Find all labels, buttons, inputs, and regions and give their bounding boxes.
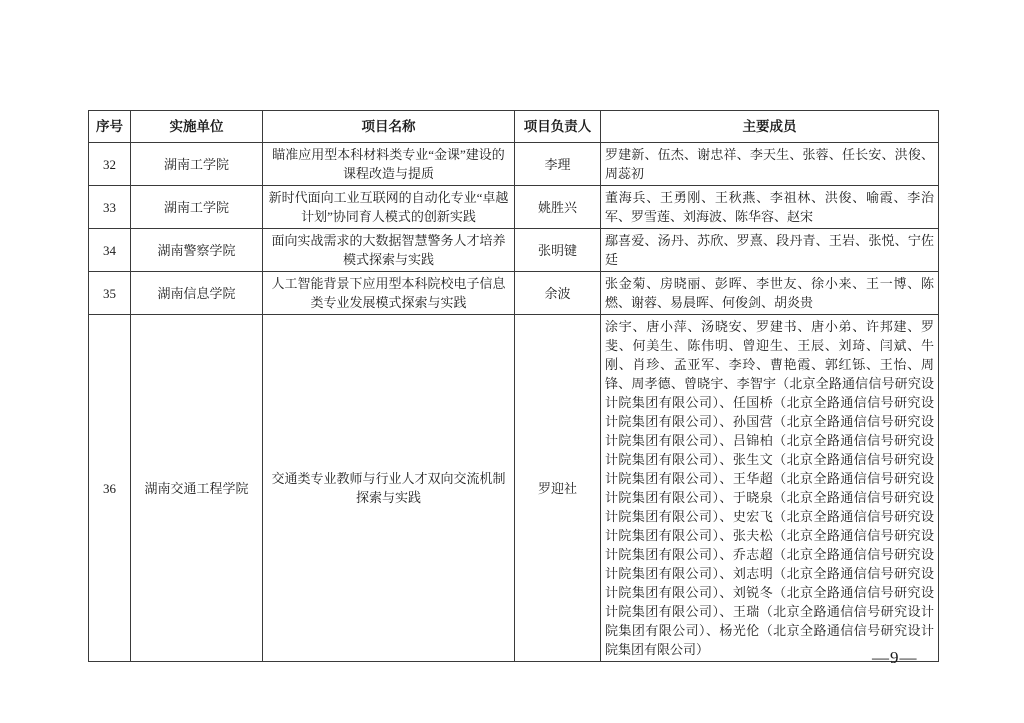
cell-project-leader: 张明键 xyxy=(515,229,601,272)
table-row xyxy=(89,315,939,662)
cell-implementing-unit: 湖南警察学院 xyxy=(131,229,263,272)
cell-project-leader: 罗迎社 xyxy=(515,315,601,662)
cell-project-name: 瞄准应用型本科材料类专业“金课”建设的课程改造与提质 xyxy=(263,143,515,186)
table-row xyxy=(89,272,939,315)
cell-serial-number: 36 xyxy=(89,315,131,662)
table-row xyxy=(89,143,939,186)
cell-implementing-unit: 湖南信息学院 xyxy=(131,272,263,315)
cell-project-name: 新时代面向工业互联网的自动化专业“卓越计划”协同育人模式的创新实践 xyxy=(263,186,515,229)
cell-serial-number: 35 xyxy=(89,272,131,315)
header-project-name: 项目名称 xyxy=(263,111,515,143)
cell-project-name: 交通类专业教师与行业人才双向交流机制探索与实践 xyxy=(263,315,515,662)
table-row xyxy=(89,229,939,272)
cell-serial-number: 34 xyxy=(89,229,131,272)
cell-serial-number: 32 xyxy=(89,143,131,186)
cell-main-members: 罗建新、伍杰、谢忠祥、李天生、张蓉、任长安、洪俊、周蕊初 xyxy=(601,143,939,186)
cell-main-members: 张金菊、房晓丽、彭晖、李世友、徐小来、王一博、陈燃、谢蓉、易晨晖、何俊剑、胡炎贵 xyxy=(601,272,939,315)
cell-implementing-unit: 湖南工学院 xyxy=(131,143,263,186)
projects-table xyxy=(88,110,939,662)
cell-implementing-unit: 湖南交通工程学院 xyxy=(131,315,263,662)
cell-main-members: 鄢喜爱、汤丹、苏欣、罗熹、段丹青、王岩、张悦、宁佐廷 xyxy=(601,229,939,272)
page-number: —9— xyxy=(872,648,918,667)
cell-project-name: 人工智能背景下应用型本科院校电子信息类专业发展模式探索与实践 xyxy=(263,272,515,315)
cell-serial-number: 33 xyxy=(89,186,131,229)
cell-main-members: 涂宇、唐小萍、汤晓安、罗建书、唐小弟、许邦建、罗斐、何美生、陈伟明、曾迎生、王辰、刘琦、闫斌、牛刚、肖珍、孟亚军、李玲、曹艳霞、郭红铄、王怡、周锋、周孝德、曾晓宇、李智宇（北京全路通信信号研究设计院集团有限公司）、任国桥（北京全路通信信号研究设计院集团有限公司）、孙国营（北京全路通信信号研究设计院集团有限公司）、吕锦柏（北京全路通信信号研究设计院集团有限公司）、张生文（北京全路通信信号研究设计院集团有限公司）、王华超（北京全路通信信号研究设计院集团有限公司）、于晓泉（北京全路通信信号研究设计院集团有限公司）、史宏飞（北京全路通信信号研究设计院集团有限公司）、张夫松（北京全路通信信号研究设计院集团有限公司）、乔志超（北京全路通信信号研究设计院集团有限公司）、刘志明（北京全路通信信号研究设计院集团有限公司）、刘锐冬（北京全路通信信号研究设计院集团有限公司）、王瑞（北京全路通信信号研究设计院集团有限公司）、杨光伦（北京全路通信信号研究设计院集团有限公司） xyxy=(601,315,939,662)
cell-project-leader: 姚胜兴 xyxy=(515,186,601,229)
header-serial-number: 序号 xyxy=(89,111,131,143)
header-implementing-unit: 实施单位 xyxy=(131,111,263,143)
header-project-leader: 项目负责人 xyxy=(515,111,601,143)
table-row xyxy=(89,186,939,229)
cell-project-leader: 余波 xyxy=(515,272,601,315)
cell-implementing-unit: 湖南工学院 xyxy=(131,186,263,229)
cell-main-members: 董海兵、王勇刚、王秋燕、李祖林、洪俊、喻霞、李治军、罗雪莲、刘海波、陈华容、赵宋 xyxy=(601,186,939,229)
header-main-members: 主要成员 xyxy=(601,111,939,143)
cell-project-name: 面向实战需求的大数据智慧警务人才培养模式探索与实践 xyxy=(263,229,515,272)
table-header-row xyxy=(89,111,939,143)
cell-project-leader: 李理 xyxy=(515,143,601,186)
